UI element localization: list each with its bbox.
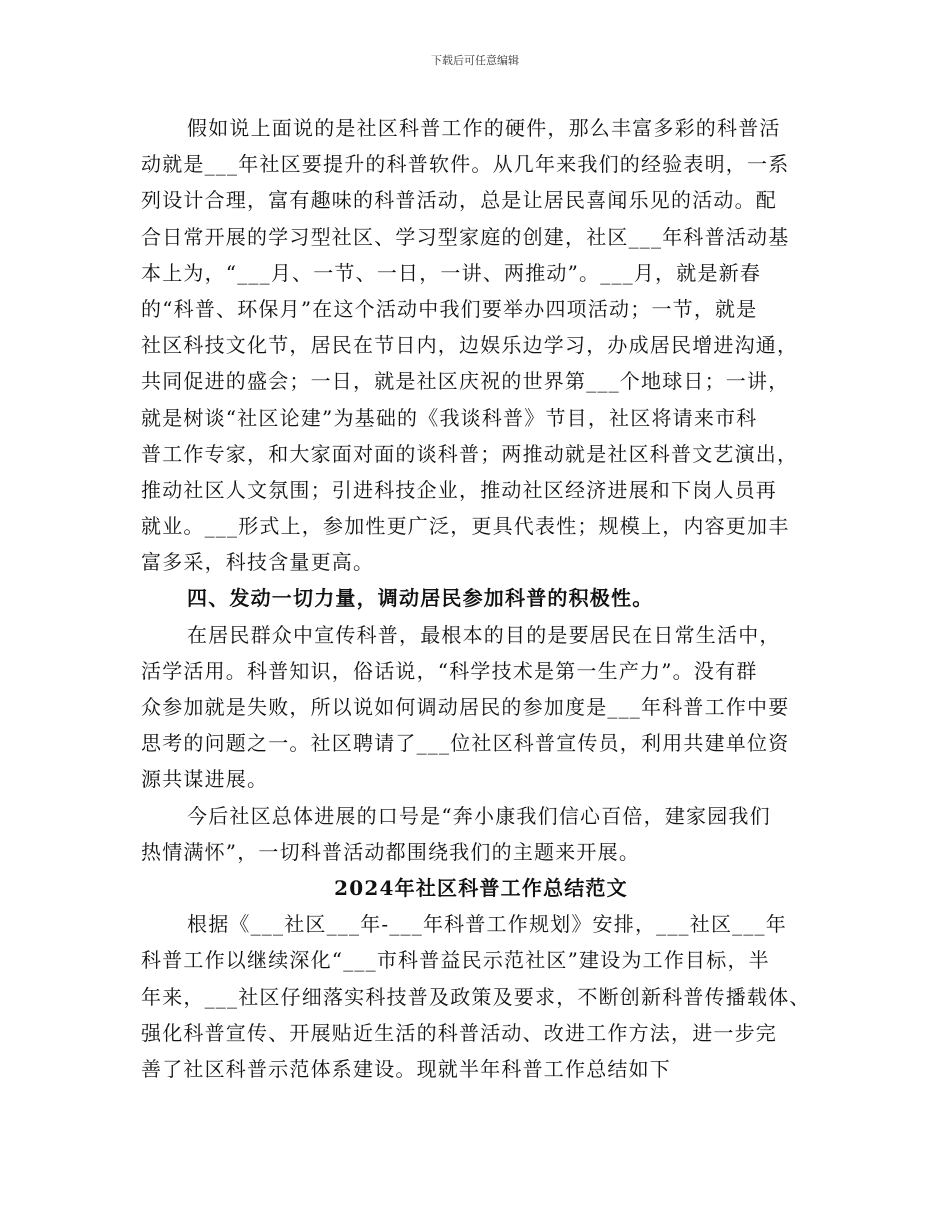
text-line: 的“科普、环保月”在这个活动中我们要举办四项活动；一节，就是	[141, 296, 758, 321]
text-line: 富多采，科技含量更高。	[141, 550, 375, 575]
document-title: 2024年社区科普工作总结范文	[334, 875, 628, 900]
text-line: 强化科普宣传、开展贴近生活的科普活动、改进工作方法，进一步完	[141, 1020, 777, 1045]
text-line: 热情满怀”，一切科普活动都围绕我们的主题来开展。	[141, 839, 641, 864]
paragraph-science-activities	[141, 110, 821, 580]
text-line: 动就是___年社区要提升的科普软件。从几年来我们的经验表明，一系	[141, 152, 790, 177]
text-line: 普工作专家，和大家面对面的谈科普；两推动就是社区科普文艺演出，	[141, 441, 799, 466]
text-line: 源共谋进展。	[141, 767, 269, 792]
page-header: 下载后可任意编辑	[431, 54, 519, 67]
text-line: 科普工作以继续深化“___市科普益民示范社区”建设为工作目标，半	[141, 948, 770, 973]
text-line: 合日常开展的学习型社区、学习型家庭的创建，社区___年科普活动基	[141, 224, 790, 249]
section-heading: 四、发动一切力量，调动居民参加科普的积极性。	[187, 586, 654, 611]
text-line: 众参加就是失败，所以说如何调动居民的参加度是___年科普工作中要	[141, 695, 790, 719]
document-body	[141, 110, 821, 1087]
text-line: 本上为，“___月、一节、一日，一讲、两推动”。___月，就是新春	[141, 260, 762, 285]
text-line: 就是树谈“社区论建”为基础的《我谈科普》节目，社区将请来市科	[141, 405, 758, 430]
text-line: 今后社区总体进展的口号是“奔小康我们信心百倍，建家园我们	[187, 803, 771, 828]
text-line: 社区科技文化节，居民在节日内，边娱乐边学习，办成居民增进沟通，	[141, 333, 799, 358]
text-line: 善了社区科普示范体系建设。现就半年科普工作总结如下	[141, 1056, 671, 1081]
text-line: 列设计合理，富有趣味的科普活动，总是让居民喜闻乐见的活动。配	[141, 188, 777, 213]
text-line: 推动社区人文氛围；引进科技企业，推动社区经济进展和下岗人员再	[141, 477, 777, 502]
text-line: 活学活用。科普知识，俗话说，“科学技术是第一生产力”。没有群	[141, 658, 758, 683]
paragraph-slogan	[141, 798, 821, 870]
text-line: 根据《___社区___年-___年科普工作规划》安排，___社区___年	[187, 912, 787, 937]
text-line: 就业。___形式上，参加性更广泛，更具代表性；规模上，内容更加丰	[141, 514, 790, 539]
text-line: 在居民群众中宣传科普，最根本的目的是要居民在日常生活中，	[187, 622, 781, 647]
text-line: 思考的问题之一。社区聘请了___位社区科普宣传员，利用共建单位资	[141, 731, 790, 756]
text-line: 年来，___社区仔细落实科技普及政策及要求，不断创新科普传播载体、	[141, 984, 811, 1009]
text-line: 共同促进的盛会；一日，就是社区庆祝的世界第___个地球日；一讲，	[141, 369, 790, 394]
text-line: 假如说上面说的是社区科普工作的硬件，那么丰富多彩的科普活	[187, 116, 781, 140]
paragraph-resident-participation	[141, 617, 821, 798]
paragraph-summary-intro	[141, 906, 821, 1087]
